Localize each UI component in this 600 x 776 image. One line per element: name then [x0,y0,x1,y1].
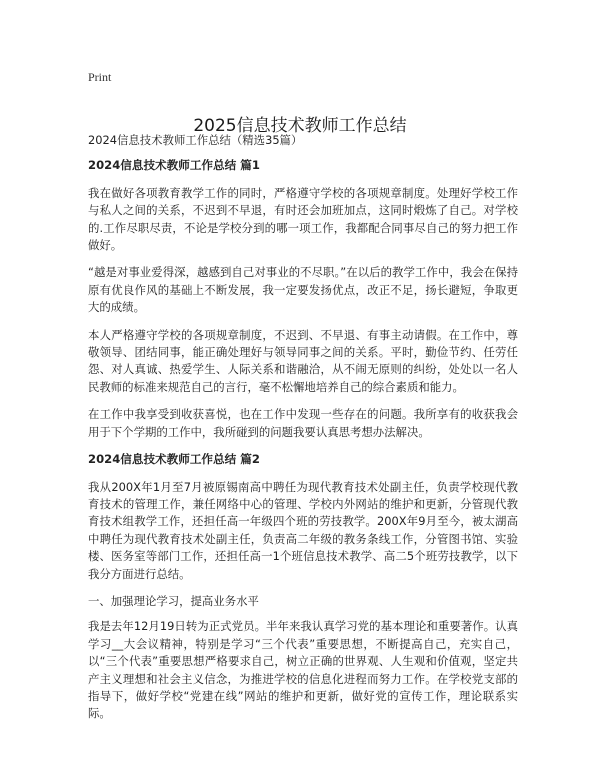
section-heading-1: 2024信息技术教师工作总结 篇1 [88,158,260,173]
section-2-paragraph-2: 我是去年12月19日转为正式党员。半年来我认真学习党的基本理论和重要著作。认真学习__大会议精神，特别是学习“三个代表”重要思想，不断提高自己，充实自己，以“三个代表”重要思想严格要求自己，树立正确的世界观、人生观和价值观，坚定共产主义理想和社会主义信念，为推进学校的信息化进程而努力工作。在学校党支部的指导下，做好学校“党建在线”网站的维护和更新，做好党的宣传工作，理论联系实际。 [88,619,518,721]
document-subtitle: 2024信息技术教师工作总结（精选35篇） [88,133,303,147]
document-title: 2025信息技术教师工作总结 [193,116,407,137]
section-1-paragraph-2: “越是对事业爱得深，越感到自己对事业的不尽职。”在以后的教学工作中，我会在保持原有优良作风的基础上不断发展，我一定要发扬优点，改正不足，扬长避短，争取更大的成绩。 [88,265,518,315]
section-heading-2: 2024信息技术教师工作总结 篇2 [88,452,260,467]
section-2-subheading: 一、加强理论学习，提高业务水平 [88,593,259,608]
document-body [88,132,518,733]
section-1-paragraph-3: 本人严格遵守学校的各项规章制度，不迟到、不早退、有事主动请假。在工作中，尊敬领导、团结同事，能正确处理好与领导同事之间的关系。平时，勤俭节约、任劳任怨、对人真诚、热爱学生、人际关系和谐融洽，从不闹无原则的纠纷，处处以一名人民教师的标准来规范自己的言行，毫不松懈地培养自己的综合素质和能力。 [88,327,518,394]
print-label[interactable]: Print [88,70,112,84]
section-1-paragraph-4: 在工作中我享受到收获喜悦，也在工作中发现一些存在的问题。我所享有的收获我会用于下个学期的工作中，我所碰到的问题我要认真思考想办法解决。 [88,407,518,439]
section-1-paragraph-1: 我在做好各项教育教学工作的同时，严格遵守学校的各项规章制度。处理好学校工作与私人之间的关系，不迟到不早退，有时还会加班加点，这同时煅炼了自己。对学校的.工作尽职尽责，不论是学校分到的哪一项工作，我都配合同事尽自己的努力把工作做好。 [88,185,518,253]
section-2-paragraph-1: 我从200X年1月至7月被原锡南高中聘任为现代教育技术处副主任，负责学校现代教育技术的管理工作，兼任网络中心的管理、学校内外网站的维护和更新，分管现代教育技术组教学工作，还担任高一年级四个班的劳技教学。200X年9月至今，被太湖高中聘任为现代教育技术处副主任，负责高二年级的教务条线工作，分管图书馆、实验楼、医务室等部门工作，还担任高一1个班信息技术教学、高二5个班劳技教学，以下我分方面进行总结。 [88,479,518,581]
